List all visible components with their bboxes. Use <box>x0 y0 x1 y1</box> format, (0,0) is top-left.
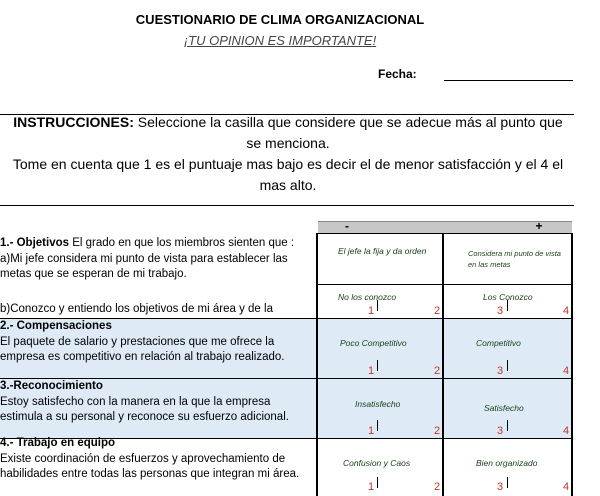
rating-3[interactable]: 3 <box>497 425 504 437</box>
scale-plus: + <box>535 219 543 233</box>
rating-2[interactable]: 2 <box>434 305 441 317</box>
grid-right-border <box>571 233 573 496</box>
option-high-label: Satisfecho <box>484 403 524 413</box>
rating-2[interactable]: 2 <box>434 425 441 437</box>
option-high-label: Considera mi punto de vista en las metas <box>468 249 561 269</box>
instructions-scale-note: Tome en cuenta que 1 es el puntuaje mas bajo es decir el de menor satisfacción y el 4 el mas alto. <box>12 156 564 193</box>
grid-row-line <box>316 284 573 285</box>
page-subtitle: ¡TU OPINION ES IMPORTANTE! <box>183 33 377 48</box>
question-text: Existe coordinación de esfuerzos y aprovechamiento de habilidades entre todas las personas que integran mi área. <box>0 452 300 480</box>
option-low-label: Poco Competitivo <box>340 338 407 348</box>
rating-1[interactable]: 1 <box>368 305 375 317</box>
rating-1[interactable]: 1 <box>368 365 375 377</box>
option-high-label: Los Conozco <box>483 292 533 302</box>
grid-left-border <box>316 233 318 496</box>
page-title: CUESTIONARIO DE CLIMA ORGANIZACIONAL <box>135 12 425 27</box>
rating-2[interactable]: 2 <box>434 365 441 377</box>
rating-1[interactable]: 1 <box>368 425 375 437</box>
question-1b: b)Conozco y entiendo los objetivos de mi área y de la <box>0 303 273 315</box>
section-heading: 4.- Trabajo en equipo <box>0 437 116 449</box>
rating-3[interactable]: 3 <box>497 481 504 493</box>
question-text: El paquete de salario y prestaciones que me ofrece la empresa es competitivo en relación al trabajo realizado. <box>0 335 285 363</box>
option-low-label: El jefe la fija y da orden <box>338 246 427 256</box>
instructions-text <box>8 112 568 154</box>
section-intro: El grado en que los miembros sienten que : <box>69 237 295 249</box>
rating-3[interactable]: 3 <box>497 365 504 377</box>
option-low-label: Insatisfecho <box>355 399 401 409</box>
grid-row-line <box>316 233 573 234</box>
grid-middle-border <box>442 233 444 496</box>
instructions-body: Seleccione la casilla que considere que se adecue más al punto que se menciona. <box>133 114 563 151</box>
option-high-label: Bien organizado <box>476 458 538 468</box>
rating-divider <box>507 300 508 311</box>
instructions-bottom-rule <box>0 205 574 206</box>
rating-divider <box>507 477 508 488</box>
rating-divider <box>377 420 378 431</box>
fecha-label: Fecha: <box>378 67 417 81</box>
rating-2[interactable]: 2 <box>434 481 441 493</box>
rating-4[interactable]: 4 <box>563 365 570 377</box>
question-1a <box>0 236 316 283</box>
rating-divider <box>507 420 508 431</box>
rating-3[interactable]: 3 <box>497 305 504 317</box>
question-2 <box>0 319 316 366</box>
question-3 <box>0 379 316 426</box>
fecha-field[interactable] <box>444 80 573 81</box>
rating-4[interactable]: 4 <box>563 305 570 317</box>
question-text: a)Mi jefe considera mi punto de vista para establecer las metas que se esperan de mi trabajo. <box>0 252 288 280</box>
section-heading: 1.- Objetivos <box>0 237 70 249</box>
option-high-label: Competitivo <box>476 338 521 348</box>
option-low-label: No los conozco <box>338 292 397 302</box>
rating-4[interactable]: 4 <box>563 425 570 437</box>
rating-divider <box>377 477 378 488</box>
rating-4[interactable]: 4 <box>563 481 570 493</box>
option-low-label: Confusion y Caos <box>343 458 411 468</box>
question-4 <box>0 436 316 483</box>
question-text: Estoy satisfecho con la manera en la que la empresa estimula a su personal y reconoce su esfuerzo adicional. <box>0 395 289 423</box>
instructions-label: INSTRUCCIONES: <box>13 114 134 130</box>
scale-minus: - <box>345 219 349 233</box>
section-heading: 2.- Compensaciones <box>0 320 112 332</box>
rating-divider <box>377 360 378 371</box>
section-heading: 3.-Reconocimiento <box>0 380 103 392</box>
rating-1[interactable]: 1 <box>368 481 375 493</box>
rating-divider <box>507 360 508 371</box>
rating-divider <box>377 300 378 311</box>
